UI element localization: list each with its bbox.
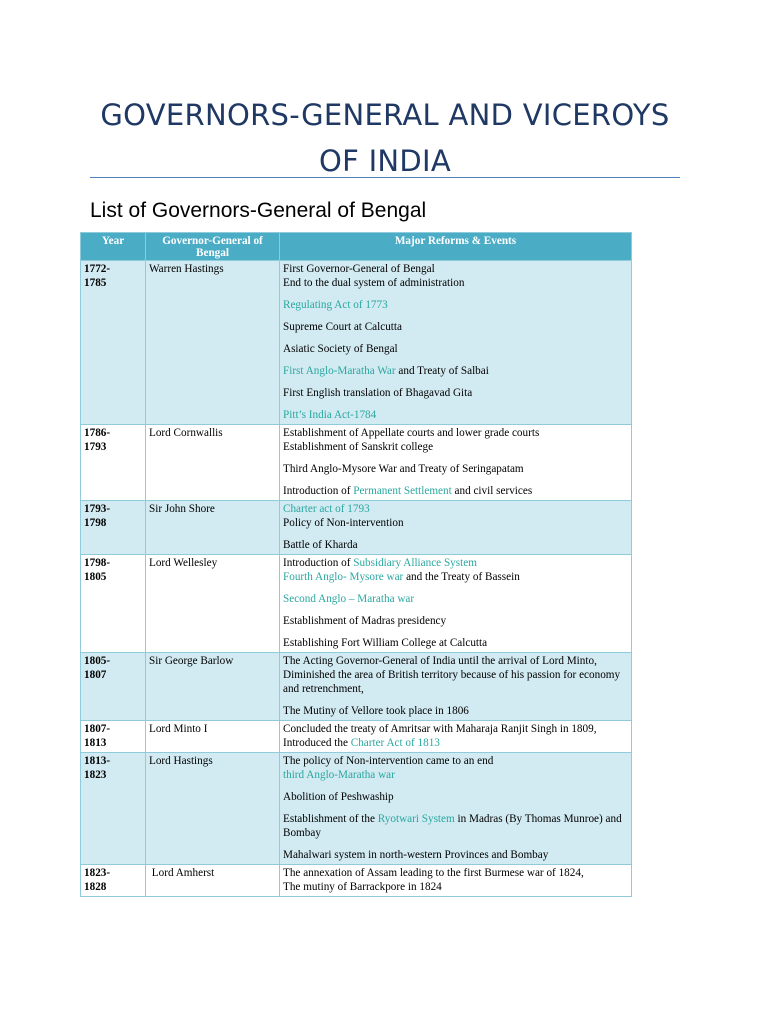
year-end: 1828	[84, 881, 107, 893]
year-end: 1793	[84, 441, 107, 453]
event-item	[283, 570, 628, 584]
events-cell	[280, 425, 632, 501]
year-end: 1785	[84, 277, 107, 289]
event-link[interactable]: Fourth Anglo- Mysore war	[283, 571, 404, 583]
year-start: 1772-	[84, 263, 111, 275]
event-item	[283, 866, 628, 880]
event-text: Introduced the	[283, 737, 351, 749]
event-text: Establishment of Appellate courts and lower grade courts	[283, 427, 540, 439]
governor-cell: Lord Minto I	[146, 721, 280, 753]
title-divider	[90, 177, 680, 178]
year-end: 1798	[84, 517, 107, 529]
table-header-row	[81, 233, 632, 261]
year-cell	[81, 653, 146, 721]
event-text: The Mutiny of Vellore took place in 1806	[283, 705, 469, 717]
event-text: Introduction of	[283, 557, 354, 569]
event-item	[283, 668, 628, 696]
event-item	[283, 408, 628, 422]
year-start: 1807-	[84, 723, 111, 735]
table-row	[81, 261, 632, 425]
event-item	[283, 262, 628, 276]
table-row	[81, 555, 632, 653]
event-link[interactable]: Charter act of 1793	[283, 503, 370, 515]
year-end: 1823	[84, 769, 107, 781]
events-cell	[280, 555, 632, 653]
event-text: The policy of Non-intervention came to an end	[283, 755, 494, 767]
event-item	[283, 768, 628, 782]
event-item	[283, 426, 628, 440]
event-item	[283, 704, 628, 718]
events-cell	[280, 721, 632, 753]
event-item	[283, 538, 628, 552]
table-row	[81, 501, 632, 555]
event-link[interactable]: Second Anglo – Maratha war	[283, 593, 415, 605]
year-cell	[81, 501, 146, 555]
event-item	[283, 812, 628, 840]
year-start: 1813-	[84, 755, 111, 767]
event-link[interactable]: Regulating Act of 1773	[283, 299, 388, 311]
table-body	[81, 261, 632, 897]
year-start: 1805-	[84, 655, 111, 667]
event-item	[283, 556, 628, 570]
event-text: First English translation of Bhagavad Gita	[283, 387, 473, 399]
event-item	[283, 276, 628, 290]
page-title-line-2: OF INDIA	[318, 144, 452, 178]
event-item	[283, 386, 628, 400]
event-text: End to the dual system of administration	[283, 277, 465, 289]
event-item	[283, 342, 628, 356]
page-title	[90, 92, 680, 184]
governors-table	[80, 232, 632, 897]
header-governor: Governor-General of Bengal	[146, 233, 280, 261]
year-cell	[81, 555, 146, 653]
event-text: First Governor-General of Bengal	[283, 263, 435, 275]
event-item	[283, 462, 628, 476]
events-cell	[280, 501, 632, 555]
header-year: Year	[81, 233, 146, 261]
events-cell	[280, 865, 632, 897]
governor-cell: Sir George Barlow	[146, 653, 280, 721]
year-cell	[81, 721, 146, 753]
event-link[interactable]: Pitt’s India Act-1784	[283, 409, 377, 421]
event-item	[283, 722, 628, 736]
year-end: 1805	[84, 571, 107, 583]
event-item	[283, 848, 628, 862]
event-item	[283, 484, 628, 498]
event-item	[283, 880, 628, 894]
year-cell	[81, 865, 146, 897]
governor-cell: Lord Amherst	[146, 865, 280, 897]
event-item	[283, 592, 628, 606]
event-item	[283, 298, 628, 312]
year-start: 1786-	[84, 427, 111, 439]
year-cell	[81, 753, 146, 865]
governor-cell: Lord Wellesley	[146, 555, 280, 653]
event-text: and the Treaty of Bassein	[403, 571, 520, 583]
events-cell	[280, 653, 632, 721]
year-end: 1813	[84, 737, 107, 749]
table-row	[81, 721, 632, 753]
event-text: Third Anglo-Mysore War and Treaty of Seringapatam	[283, 463, 524, 475]
event-item	[283, 614, 628, 628]
event-link[interactable]: third Anglo-Maratha war	[283, 769, 395, 781]
event-text: Mahalwari system in north-western Provinces and Bombay	[283, 849, 549, 861]
event-text: Establishment of Madras presidency	[283, 615, 447, 627]
event-item	[283, 364, 628, 378]
event-text: Concluded the treaty of Amritsar with Maharaja Ranjit Singh in 1809,	[283, 723, 597, 735]
year-end: 1807	[84, 669, 107, 681]
event-text: Introduction of	[283, 485, 354, 497]
event-text: in Madras (By Thomas Munroe) and Bombay	[283, 813, 625, 839]
event-item	[283, 790, 628, 804]
governor-cell: Sir John Shore	[146, 501, 280, 555]
event-text: The mutiny of Barrackpore in 1824	[283, 881, 442, 893]
event-text: and civil services	[451, 485, 533, 497]
event-text: Asiatic Society of Bengal	[283, 343, 398, 355]
event-text: Establishment of Sanskrit college	[283, 441, 434, 453]
event-item	[283, 516, 628, 530]
header-events: Major Reforms & Events	[280, 233, 632, 261]
event-text: The Acting Governor-General of India until the arrival of Lord Minto,	[283, 655, 597, 667]
year-cell	[81, 425, 146, 501]
events-cell	[280, 753, 632, 865]
year-start: 1793-	[84, 503, 111, 515]
year-start: 1798-	[84, 557, 111, 569]
event-link[interactable]: Permanent Settlement	[353, 485, 452, 497]
event-item	[283, 636, 628, 650]
event-item	[283, 754, 628, 768]
year-cell	[81, 261, 146, 425]
event-text: Establishment of the	[283, 813, 378, 825]
event-item	[283, 320, 628, 334]
event-item	[283, 440, 628, 454]
event-text: and Treaty of Salbai	[395, 365, 489, 377]
event-link[interactable]: Charter Act of 1813	[350, 737, 440, 749]
table-row	[81, 865, 632, 897]
event-link[interactable]: First Anglo-Maratha War	[283, 365, 396, 377]
table-row	[81, 753, 632, 865]
section-heading: List of Governors-General of Bengal	[90, 199, 427, 222]
year-start: 1823-	[84, 867, 111, 879]
event-text: Diminished the area of British territory because of his passion for economy and retrenchment,	[283, 669, 623, 695]
event-item	[283, 736, 628, 750]
event-text: Abolition of Peshwaship	[283, 791, 394, 803]
events-cell	[280, 261, 632, 425]
governor-cell: Lord Hastings	[146, 753, 280, 865]
event-item	[283, 502, 628, 516]
page-title-line-1: GOVERNORS-GENERAL AND VICEROYS	[100, 98, 670, 132]
governor-cell: Lord Cornwallis	[146, 425, 280, 501]
event-item	[283, 654, 628, 668]
event-text: Establishing Fort William College at Calcutta	[283, 637, 488, 649]
event-text: Battle of Kharda	[283, 539, 358, 551]
event-text: Supreme Court at Calcutta	[283, 321, 402, 333]
event-text: The annexation of Assam leading to the first Burmese war of 1824,	[283, 867, 584, 879]
event-link[interactable]: Ryotwari System	[377, 813, 455, 825]
table-row	[81, 653, 632, 721]
governor-cell: Warren Hastings	[146, 261, 280, 425]
table-row	[81, 425, 632, 501]
event-text: Policy of Non-intervention	[283, 517, 404, 529]
event-link[interactable]: Subsidiary Alliance System	[353, 557, 477, 569]
